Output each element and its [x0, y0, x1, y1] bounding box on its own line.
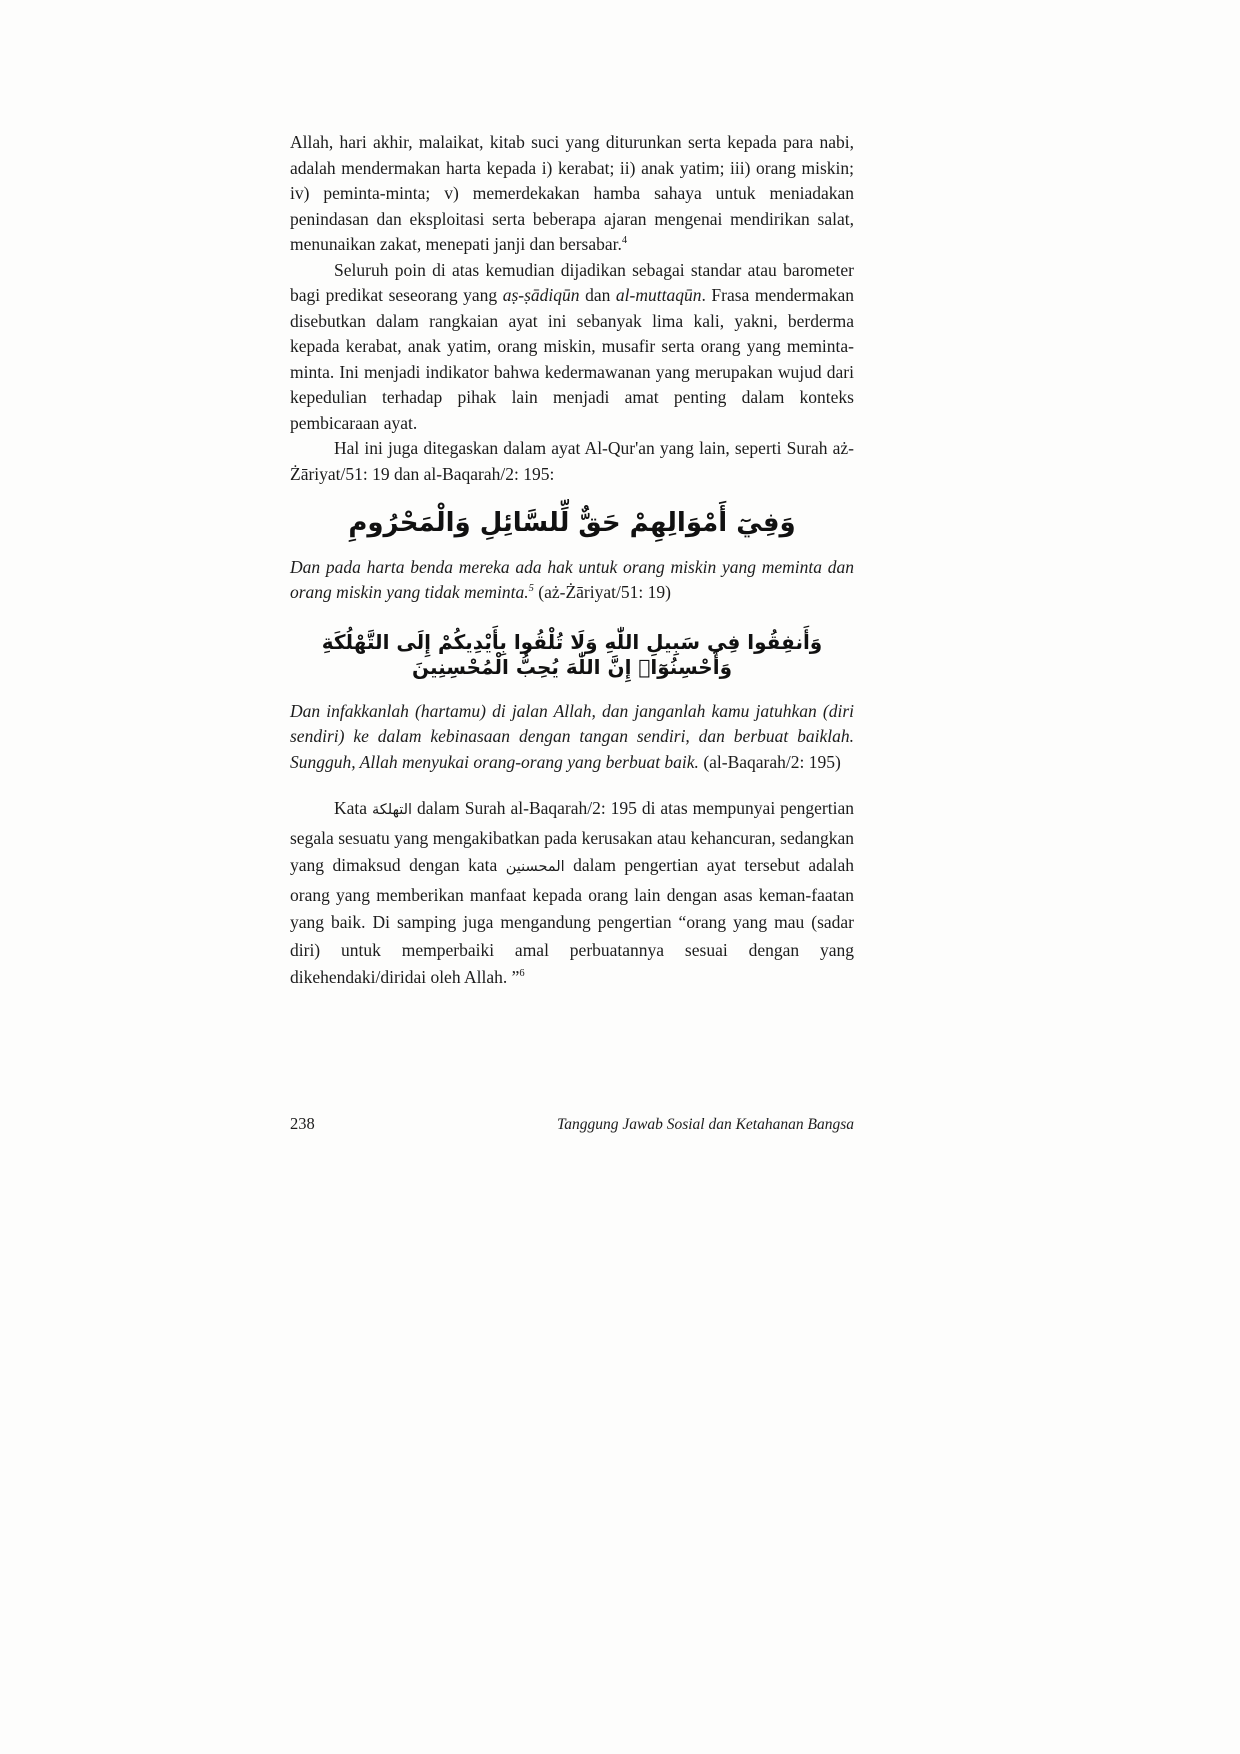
arabic-verse-al-baqarah: وَأَنفِقُوا فِي سَبِيلِ اللّٰهِ وَلَا تُلْقُوا بِأَيْدِيكُمْ إِلَى التَّهْلُكَةِ وَأَحْسِنُوٓا۟ إِنَّ اللّٰهَ يُحِبُّ الْمُحْسِنِينَ: [321, 629, 823, 679]
paragraph-continuation: Allah, hari akhir, malaikat, kitab suci yang diturunkan serta kepada para nabi, adalah mendermakan harta kepada i) kerabat; ii) anak yatim; iii) orang miskin; iv) peminta-minta; v) memerdekakan hamba sahaya untuk meniadakan penindasan dan eksploitasi serta beberapa ajaran mengenai mendirikan salat, menunaikan zakat, menepati janji dan bersabar.$^4$: [290, 132, 854, 254]
paragraph-standar-barometer: Seluruh poin di atas kemudian dijadikan sebagai standar atau barometer bagi predikat seseorang yang aṣ-ṣādiqūn dan al-muttaqūn. Frasa mendermakan disebutkan dalam rangkaian ayat ini sebanyak lima kali, yakni, berderma kepada kerabat, anak yatim, orang miskin, musafir serta orang yang meminta-minta. Ini menjadi indikator bahwa kedermawanan yang merupakan wujud dari kepedulian terhadap pihak lain menjadi amat penting dalam konteks pembicaraan ayat.: [290, 259, 854, 433]
page-footer: [290, 1114, 854, 1134]
arabic-verse-az-zariyat: وَفِيٓ أَمْوَالِهِمْ حَقٌّ لِّلسَّائِلِ وَالْمَحْرُومِ: [348, 508, 796, 538]
page-content: [290, 130, 854, 992]
verse-translation-al-baqarah: Dan infakkanlah (hartamu) di jalan Allah, dan janganlah kamu jatuhkan (diri sendiri) ke dalam kebinasaan dengan tangan sendiri, dan berbuat baiklah. Sungguh, Allah menyukai orang-orang yang berbuat baik. (al-Baqarah/2: 195): [290, 700, 854, 772]
running-title: Tanggung Jawab Sosial dan Ketahanan Bangsa: [557, 1116, 854, 1133]
paragraph-kata-tahlukah: Kata التهلكة dalam Surah al-Baqarah/2: 195 di atas mempunyai pengertian segala sesuatu yang mengakibatkan pada kerusakan atau kehancuran, sedangkan yang dimaksud dengan kata المحسنين dalam pengertian ayat tersebut adalah orang yang memberikan manfaat kepada orang lain dengan asas keman-faatan yang baik. Di samping juga mengandung pengertian “orang yang mau (sadar diri) untuk memperbaiki amal perbuatannya sesuai dengan yang dikehendaki/diridai oleh Allah. ”$^6$: [290, 798, 854, 987]
paragraph-ayat-lain: Hal ini juga ditegaskan dalam ayat Al-Qur'an yang lain, seperti Surah aż-Żāriyat/51: 19 dan al-Baqarah/2: 195:: [290, 438, 854, 484]
verse-translation-az-zariyat: Dan pada harta benda mereka ada hak untuk orang miskin yang meminta dan orang miskin yang tidak meminta.$^5$ (aż-Żāriyat/51: 19): [290, 556, 854, 602]
page-number: 238: [290, 1114, 315, 1133]
